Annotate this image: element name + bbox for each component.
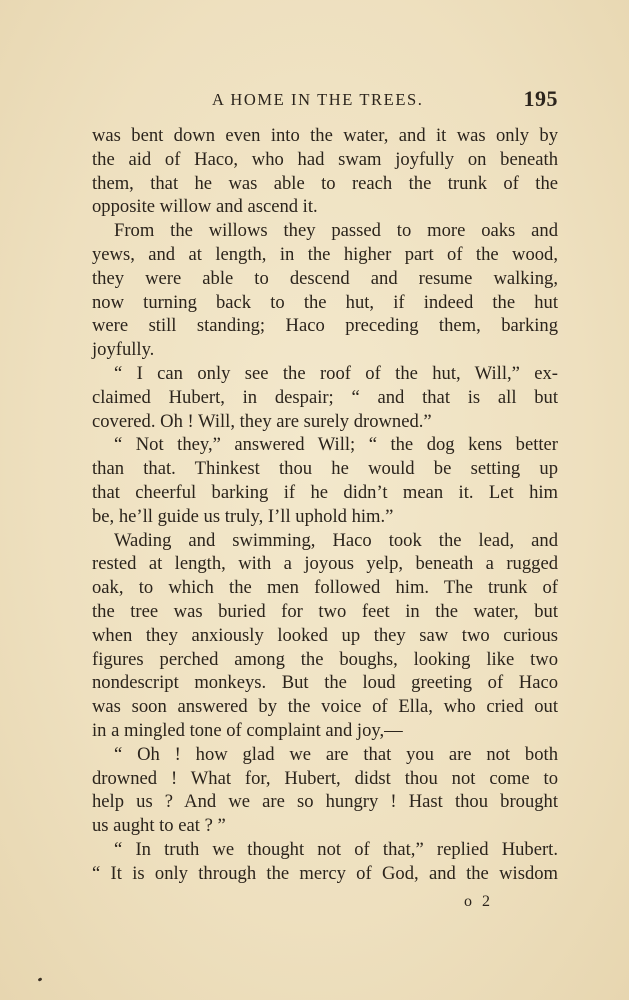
text-line: help us ? And we are so hungry ! Hast thou brought [92,791,558,813]
text-line: when they anxiously looked up they saw two curious [92,624,558,646]
text-line: opposite willow and ascend it. [92,196,318,218]
text-line: From the willows they passed to more oaks and [114,220,558,242]
ink-speck [38,977,43,982]
text-line: were still standing; Haco preceding them, barking [92,315,558,337]
running-title: A HOME IN THE TREES. [212,90,424,109]
text-line: they were able to descend and resume walking, [92,267,558,289]
text-line: “ Not they,” answered Will; “ the dog kens better [114,434,558,456]
text-line: claimed Hubert, in despair; “ and that is all but [92,386,558,408]
text-line: that cheerful barking if he didn’t mean it. Let him [92,481,558,503]
page-number: 195 [523,86,558,111]
text-line: in a mingled tone of complaint and joy,— [92,719,403,741]
text-line: them, that he was able to reach the trunk of the [92,172,558,194]
text-line: was soon answered by the voice of Ella, who cried out [92,696,558,718]
body-text [92,124,558,886]
text-line: oak, to which the men followed him. The trunk of [92,577,558,599]
text-line: yews, and at length, in the higher part of the wood, [92,243,558,265]
text-line: Wading and swimming, Haco took the lead, and [114,529,558,551]
running-head [92,86,558,112]
signature-mark: o 2 [464,893,493,910]
text-line: rested at length, with a joyous yelp, beneath a rugged [92,553,558,575]
text-line: the aid of Haco, who had swam joyfully on beneath [92,148,558,170]
text-line: than that. Thinkest thou he would be setting up [92,458,558,480]
text-line: now turning back to the hut, if indeed the hut [92,291,558,313]
text-line: covered. Oh ! Will, they are surely drowned.” [92,410,432,432]
text-line: was bent down even into the water, and it was only by [92,125,558,146]
text-line: “ In truth we thought not of that,” replied Hubert. [114,838,558,860]
text-line: “ Oh ! how glad we are that you are not both [114,743,558,765]
text-line: us aught to eat ? ” [92,815,226,837]
text-line: be, he’ll guide us truly, I’ll uphold him.” [92,505,394,527]
text-line: the tree was buried for two feet in the water, but [92,600,558,622]
text-line: nondescript monkeys. But the loud greeting of Haco [92,672,558,694]
text-line: “ It is only through the mercy of God, and the wisdom [92,862,558,884]
text-line: joyfully. [92,339,155,361]
text-line: drowned ! What for, Hubert, didst thou not come to [92,767,558,789]
text-line: figures perched among the boughs, looking like two [92,648,558,670]
text-line: “ I can only see the roof of the hut, Will,” ex- [114,362,558,384]
